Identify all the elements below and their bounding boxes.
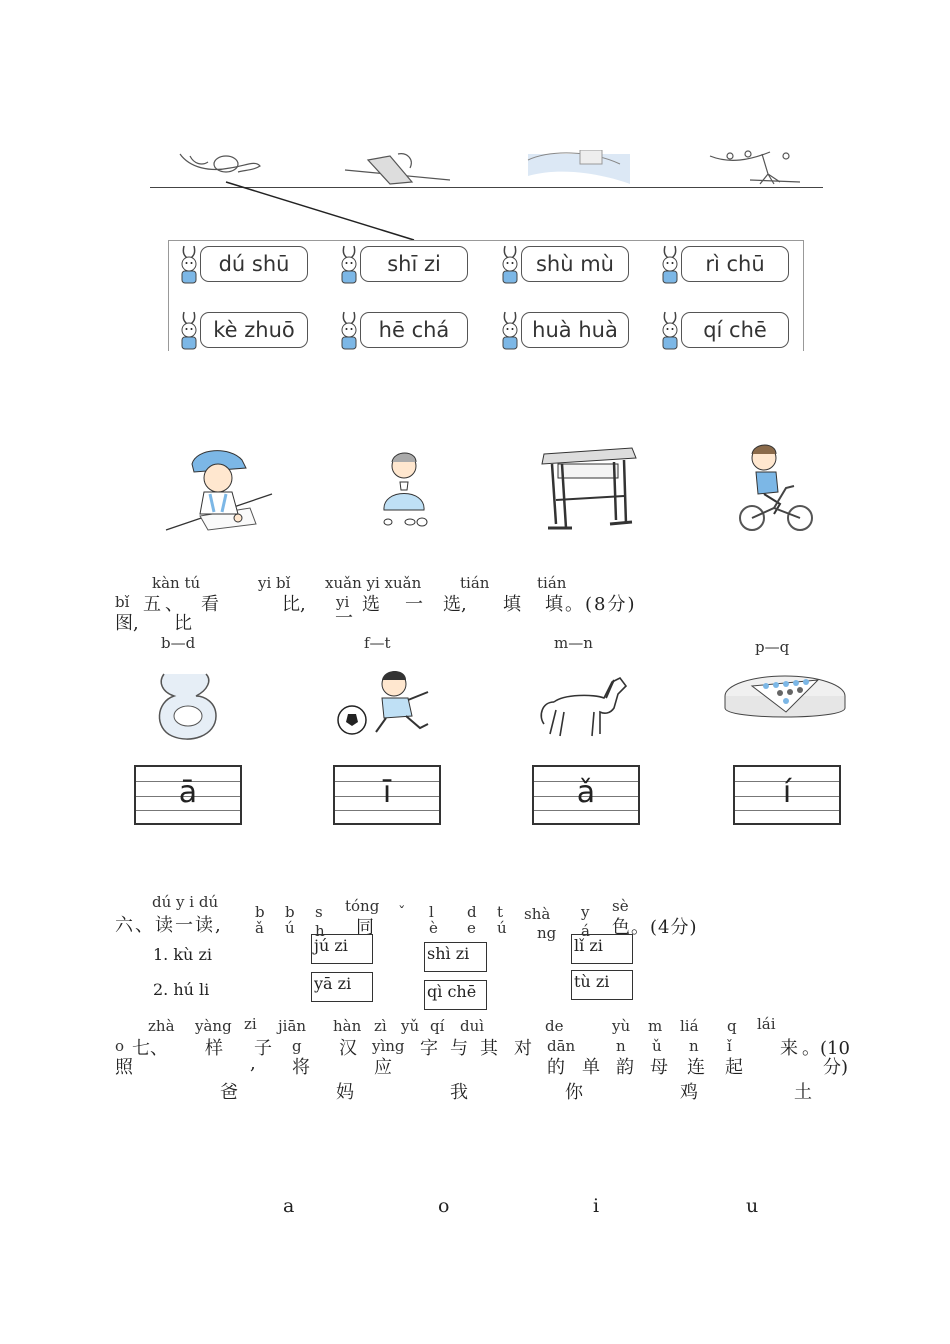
number-eight-illustration bbox=[150, 672, 222, 742]
word-box[interactable]: tù zi bbox=[571, 970, 633, 1000]
boy-riding-bike-illustration bbox=[734, 442, 818, 534]
r3: , bbox=[250, 1053, 256, 1074]
py7: liá bbox=[680, 1017, 699, 1035]
pinyin-se: sè bbox=[612, 897, 629, 915]
pinyin-kan-tu: kàn tú bbox=[152, 574, 201, 592]
char-xuan-2: 选, bbox=[443, 594, 467, 615]
pinyin-tian-1: tián bbox=[460, 574, 490, 592]
word-box[interactable]: qì chē bbox=[424, 980, 487, 1010]
tree-illustration bbox=[710, 151, 800, 184]
r2: 其 bbox=[480, 1038, 498, 1059]
py7: yǔ bbox=[401, 1017, 420, 1035]
r2: 子 bbox=[254, 1038, 272, 1059]
scatter-t: t bbox=[497, 903, 504, 921]
scatter-a-acute: á bbox=[581, 922, 590, 940]
r3: 母 bbox=[650, 1057, 668, 1078]
py7: lái bbox=[757, 1015, 776, 1033]
char-yi-low: 一 bbox=[335, 608, 353, 629]
r3: 的 bbox=[547, 1057, 565, 1078]
scatter-e-grave: è bbox=[429, 919, 438, 937]
py7: zhà bbox=[148, 1017, 175, 1035]
char-match[interactable]: 我 bbox=[450, 1082, 468, 1103]
py7: duì bbox=[460, 1017, 485, 1035]
pinyin-xuan-yi-xuan: xuǎn yi xuǎn bbox=[325, 574, 422, 592]
scatter-u-acute: ú bbox=[497, 919, 507, 937]
py7: q bbox=[727, 1017, 737, 1035]
pinyin-word: dú shū bbox=[200, 246, 308, 282]
section-6-tail: 色。(4分) bbox=[612, 917, 698, 938]
scatter-caron: ˇ bbox=[398, 903, 406, 921]
scatter-a: ǎ bbox=[255, 919, 264, 937]
r2: 汉 bbox=[339, 1038, 357, 1059]
char-yi: 一 bbox=[405, 594, 423, 615]
char-bi: 比 bbox=[174, 613, 192, 634]
pinyin-yi-bi: yi bǐ bbox=[258, 574, 291, 592]
horse-illustration bbox=[534, 672, 630, 742]
char-match[interactable]: 鸡 bbox=[680, 1082, 698, 1103]
py7: m bbox=[648, 1017, 663, 1035]
r2: 对 bbox=[514, 1038, 532, 1059]
r2: ǐ bbox=[727, 1037, 732, 1055]
pinyin-card[interactable] bbox=[657, 310, 791, 350]
pinyin-card[interactable] bbox=[497, 244, 631, 284]
scatter-b: b bbox=[255, 903, 265, 921]
py7: zi bbox=[244, 1015, 257, 1033]
scatter-ng: ng bbox=[537, 924, 557, 942]
r3: 将 bbox=[292, 1057, 310, 1078]
girl-drinking-tea-illustration bbox=[372, 448, 436, 528]
pair-p-q: p—q bbox=[755, 638, 790, 656]
r3: 分) bbox=[823, 1057, 849, 1078]
r3: 韵 bbox=[616, 1057, 634, 1078]
r2: o bbox=[115, 1037, 125, 1055]
desk-illustration bbox=[536, 444, 640, 532]
r3: 连 bbox=[687, 1057, 705, 1078]
scatter-e: e bbox=[467, 919, 476, 937]
scatter-h: h bbox=[315, 922, 325, 940]
writing-box[interactable] bbox=[733, 765, 841, 825]
pair-m-n: m—n bbox=[554, 634, 593, 652]
pair-f-t: f—t bbox=[364, 634, 391, 652]
char-match[interactable]: 土 bbox=[794, 1082, 812, 1103]
pair-b-d: b—d bbox=[161, 634, 196, 652]
writing-box[interactable] bbox=[333, 765, 441, 825]
sea-sunrise-illustration bbox=[528, 150, 630, 184]
py7: de bbox=[545, 1017, 564, 1035]
r3: 单 bbox=[582, 1057, 600, 1078]
r2: 样 bbox=[205, 1038, 223, 1059]
py7: yàng bbox=[195, 1017, 232, 1035]
r3: 照 bbox=[115, 1057, 133, 1078]
word-box[interactable]: yā zi bbox=[311, 972, 373, 1002]
py7: hàn bbox=[333, 1017, 362, 1035]
r2: dān bbox=[547, 1037, 576, 1055]
tone-vowel: ā bbox=[178, 775, 198, 810]
pinyin-card[interactable] bbox=[336, 244, 470, 284]
section-6-title: 六、读一读, bbox=[115, 915, 223, 936]
py7: qí bbox=[430, 1017, 445, 1035]
final-match[interactable]: u bbox=[746, 1195, 759, 1217]
py7: jiān bbox=[278, 1017, 307, 1035]
char-xuan-1: 选 bbox=[362, 594, 380, 615]
word-box[interactable]: lǐ zi bbox=[571, 934, 633, 964]
r3: 起 bbox=[725, 1057, 743, 1078]
scatter-s: s bbox=[315, 903, 323, 921]
char-kan: 看 bbox=[201, 594, 219, 615]
char-tian-2-score: 填。(8分) bbox=[545, 594, 637, 615]
r2: g bbox=[292, 1037, 302, 1055]
r2: 七、 bbox=[132, 1038, 168, 1059]
final-match[interactable]: a bbox=[283, 1195, 295, 1217]
r2: 与 bbox=[450, 1038, 468, 1059]
boy-drawing-illustration bbox=[160, 442, 280, 538]
writing-box[interactable] bbox=[532, 765, 640, 825]
char-bi-comma: 比, bbox=[282, 594, 306, 615]
r2: n bbox=[689, 1037, 699, 1055]
section-5-number: 五、 bbox=[143, 594, 187, 615]
pinyin-tian-2: tián bbox=[537, 574, 567, 592]
pinyin-word: huà huà bbox=[521, 312, 629, 348]
scatter-b: b bbox=[285, 903, 295, 921]
py7: zì bbox=[374, 1017, 387, 1035]
scatter-d: d bbox=[467, 903, 477, 921]
r2: ǔ bbox=[652, 1037, 662, 1055]
r2: 来 bbox=[780, 1038, 798, 1059]
final-match[interactable]: i bbox=[593, 1195, 600, 1217]
example-connect-line bbox=[220, 178, 420, 244]
word-box[interactable]: jú zi bbox=[311, 934, 373, 964]
pinyin-card[interactable] bbox=[657, 244, 791, 284]
r2: yìng bbox=[372, 1037, 405, 1055]
row-label: 2. hú li bbox=[153, 980, 210, 999]
word-box[interactable]: shì zi bbox=[424, 942, 487, 972]
pinyin-tong: tóng bbox=[345, 897, 380, 915]
scatter-y: y bbox=[581, 903, 590, 921]
row-label: 1. kù zi bbox=[153, 945, 212, 964]
scatter-u: ú bbox=[285, 919, 295, 937]
pinyin-word: qí chē bbox=[681, 312, 789, 348]
r3: 应 bbox=[374, 1057, 392, 1078]
pinyin-card[interactable] bbox=[176, 244, 310, 284]
tone-vowel: ǎ bbox=[576, 775, 596, 810]
pinyin-card[interactable] bbox=[176, 310, 310, 350]
tone-vowel: í bbox=[782, 775, 792, 810]
tone-vowel: ī bbox=[382, 775, 392, 810]
char-tong: 同 bbox=[356, 917, 374, 938]
pinyin-word: kè zhuō bbox=[200, 312, 308, 348]
char-tian-1: 填 bbox=[503, 594, 521, 615]
pinyin-yi: yi bbox=[336, 593, 350, 611]
pinyin-bi: bǐ bbox=[115, 593, 130, 611]
checkers-board-illustration bbox=[722, 668, 848, 732]
pinyin-sha: shà bbox=[524, 905, 551, 923]
pinyin-du-yi-du: dú y i dú bbox=[152, 893, 219, 911]
pinyin-word: shù mù bbox=[521, 246, 629, 282]
pinyin-card[interactable] bbox=[336, 310, 470, 350]
pinyin-word: hē chá bbox=[360, 312, 468, 348]
boy-soccer-illustration bbox=[334, 668, 438, 740]
py7: yù bbox=[612, 1017, 631, 1035]
char-tu-comma: 图, bbox=[115, 613, 139, 634]
r2: 。(10 bbox=[802, 1038, 850, 1059]
pinyin-word: rì chū bbox=[681, 246, 789, 282]
r2: n bbox=[616, 1037, 626, 1055]
char-match[interactable]: 妈 bbox=[336, 1082, 354, 1103]
final-match[interactable]: o bbox=[438, 1195, 450, 1217]
pinyin-card[interactable] bbox=[497, 310, 631, 350]
char-match[interactable]: 爸 bbox=[220, 1082, 238, 1103]
writing-box[interactable] bbox=[134, 765, 242, 825]
animal-illustration bbox=[180, 154, 260, 172]
r2: 字 bbox=[420, 1038, 438, 1059]
char-match[interactable]: 你 bbox=[565, 1082, 583, 1103]
pinyin-word: shī zi bbox=[360, 246, 468, 282]
scatter-l: l bbox=[429, 903, 434, 921]
